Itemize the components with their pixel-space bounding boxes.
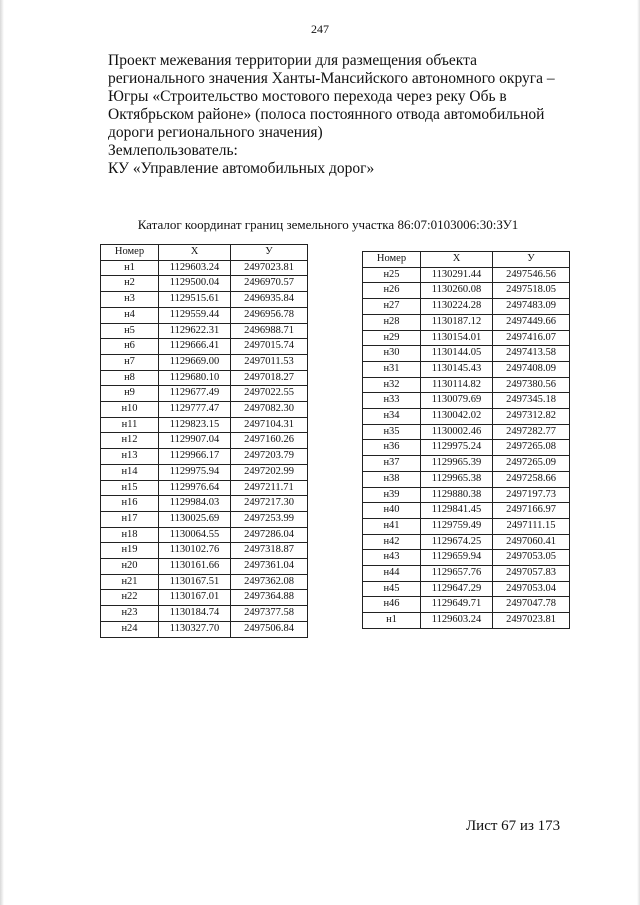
table-row — [101, 276, 308, 292]
x-coordinate-cell: 1130187.12 — [421, 314, 493, 330]
x-coordinate-cell: 1129603.24 — [421, 613, 493, 629]
x-coordinate-cell: 1129823.15 — [159, 417, 231, 433]
y-coordinate-cell: 2496956.78 — [231, 307, 308, 323]
table-row — [101, 339, 308, 355]
y-coordinate-cell: 2497483.09 — [493, 299, 570, 315]
column-header-number: Номер — [101, 245, 159, 261]
y-coordinate-cell: 2497318.87 — [231, 543, 308, 559]
table-header-row — [101, 245, 308, 261]
table-row — [101, 417, 308, 433]
y-coordinate-cell: 2497060.41 — [493, 534, 570, 550]
table-row — [101, 402, 308, 418]
point-number-cell: н10 — [101, 402, 159, 418]
y-coordinate-cell: 2497413.58 — [493, 346, 570, 362]
x-coordinate-cell: 1129622.31 — [159, 323, 231, 339]
y-coordinate-cell: 2496935.84 — [231, 292, 308, 308]
point-number-cell: н23 — [101, 606, 159, 622]
x-coordinate-cell: 1130327.70 — [159, 621, 231, 637]
point-number-cell: н36 — [363, 440, 421, 456]
point-number-cell: н13 — [101, 449, 159, 465]
y-coordinate-cell: 2497023.81 — [493, 613, 570, 629]
table-row — [101, 260, 308, 276]
y-coordinate-cell: 2496988.71 — [231, 323, 308, 339]
point-number-cell: н41 — [363, 518, 421, 534]
point-number-cell: н44 — [363, 566, 421, 582]
x-coordinate-cell: 1129669.00 — [159, 354, 231, 370]
x-coordinate-cell: 1130154.01 — [421, 330, 493, 346]
table-row — [363, 440, 570, 456]
point-number-cell: н21 — [101, 574, 159, 590]
point-number-cell: н7 — [101, 354, 159, 370]
table-row — [101, 354, 308, 370]
x-coordinate-cell: 1130079.69 — [421, 393, 493, 409]
y-coordinate-cell: 2497022.55 — [231, 386, 308, 402]
table-row — [101, 574, 308, 590]
point-number-cell: н19 — [101, 543, 159, 559]
table-row — [101, 307, 308, 323]
point-number-cell: н18 — [101, 527, 159, 543]
table-row — [101, 449, 308, 465]
heading-line: КУ «Управление автомобильных дорог» — [108, 160, 375, 177]
table-row — [101, 370, 308, 386]
x-coordinate-cell: 1130145.43 — [421, 361, 493, 377]
y-coordinate-cell: 2497286.04 — [231, 527, 308, 543]
point-number-cell: н33 — [363, 393, 421, 409]
x-coordinate-cell: 1129984.03 — [159, 496, 231, 512]
y-coordinate-cell: 2497380.56 — [493, 377, 570, 393]
x-coordinate-cell: 1130184.74 — [159, 606, 231, 622]
y-coordinate-cell: 2497258.66 — [493, 471, 570, 487]
y-coordinate-cell: 2497057.83 — [493, 566, 570, 582]
point-number-cell: н29 — [363, 330, 421, 346]
point-number-cell: н46 — [363, 597, 421, 613]
x-coordinate-cell: 1129659.94 — [421, 550, 493, 566]
point-number-cell: н22 — [101, 590, 159, 606]
heading-line: Югры «Строительство мостового перехода через реку Обь в — [108, 88, 507, 105]
y-coordinate-cell: 2497211.71 — [231, 480, 308, 496]
table-row — [363, 346, 570, 362]
column-header-y: У — [231, 245, 308, 261]
x-coordinate-cell: 1130002.46 — [421, 424, 493, 440]
table-row — [101, 292, 308, 308]
point-number-cell: н26 — [363, 283, 421, 299]
table-row — [363, 503, 570, 519]
y-coordinate-cell: 2497253.99 — [231, 511, 308, 527]
y-coordinate-cell: 2497160.26 — [231, 433, 308, 449]
heading-line: дороги регионального значения) — [108, 124, 323, 141]
x-coordinate-cell: 1130025.69 — [159, 511, 231, 527]
y-coordinate-cell: 2497104.31 — [231, 417, 308, 433]
x-coordinate-cell: 1129966.17 — [159, 449, 231, 465]
x-coordinate-cell: 1130291.44 — [421, 267, 493, 283]
point-number-cell: н28 — [363, 314, 421, 330]
table-row — [101, 511, 308, 527]
table-row — [101, 464, 308, 480]
table-row — [363, 330, 570, 346]
point-number-cell: н20 — [101, 559, 159, 575]
x-coordinate-cell: 1129559.44 — [159, 307, 231, 323]
table-row — [363, 550, 570, 566]
y-coordinate-cell: 2497345.18 — [493, 393, 570, 409]
x-coordinate-cell: 1129907.04 — [159, 433, 231, 449]
table-row — [101, 543, 308, 559]
point-number-cell: н12 — [101, 433, 159, 449]
point-number-cell: н1 — [101, 260, 159, 276]
y-coordinate-cell: 2496970.57 — [231, 276, 308, 292]
x-coordinate-cell: 1130161.66 — [159, 559, 231, 575]
table-row — [363, 566, 570, 582]
x-coordinate-cell: 1129976.64 — [159, 480, 231, 496]
y-coordinate-cell: 2497217.30 — [231, 496, 308, 512]
table-row — [363, 518, 570, 534]
table-row — [101, 606, 308, 622]
y-coordinate-cell: 2497361.04 — [231, 559, 308, 575]
point-number-cell: н39 — [363, 487, 421, 503]
table-row — [363, 361, 570, 377]
y-coordinate-cell: 2497377.58 — [231, 606, 308, 622]
x-coordinate-cell: 1129841.45 — [421, 503, 493, 519]
point-number-cell: н8 — [101, 370, 159, 386]
x-coordinate-cell: 1130144.05 — [421, 346, 493, 362]
point-number-cell: н43 — [363, 550, 421, 566]
table-row — [363, 267, 570, 283]
y-coordinate-cell: 2497197.73 — [493, 487, 570, 503]
point-number-cell: н3 — [101, 292, 159, 308]
point-number-cell: н34 — [363, 409, 421, 425]
x-coordinate-cell: 1129965.38 — [421, 471, 493, 487]
column-header-x: X — [421, 252, 493, 268]
heading-line: Проект межевания территории для размещения объекта — [108, 52, 477, 69]
y-coordinate-cell: 2497011.53 — [231, 354, 308, 370]
catalog-title: Каталог координат границ земельного участка 86:07:0103006:30:ЗУ1 — [137, 217, 519, 232]
point-number-cell: н9 — [101, 386, 159, 402]
table-row — [363, 314, 570, 330]
y-coordinate-cell: 2497047.78 — [493, 597, 570, 613]
table-row — [363, 424, 570, 440]
table-row — [363, 487, 570, 503]
point-number-cell: н16 — [101, 496, 159, 512]
y-coordinate-cell: 2497282.77 — [493, 424, 570, 440]
x-coordinate-cell: 1129677.49 — [159, 386, 231, 402]
point-number-cell: н2 — [101, 276, 159, 292]
point-number-cell: н27 — [363, 299, 421, 315]
table-row — [101, 527, 308, 543]
table-row — [363, 377, 570, 393]
sheet-counter: Лист 67 из 173 — [466, 818, 561, 834]
coordinates-table-left — [100, 244, 308, 638]
point-number-cell: н24 — [101, 621, 159, 637]
column-header-number: Номер — [363, 252, 421, 268]
y-coordinate-cell: 2497362.08 — [231, 574, 308, 590]
column-header-y: У — [493, 252, 570, 268]
point-number-cell: н32 — [363, 377, 421, 393]
heading-line: регионального значения Ханты-Мансийского автономного округа – — [108, 70, 555, 87]
y-coordinate-cell: 2497546.56 — [493, 267, 570, 283]
x-coordinate-cell: 1129649.71 — [421, 597, 493, 613]
point-number-cell: н17 — [101, 511, 159, 527]
y-coordinate-cell: 2497364.88 — [231, 590, 308, 606]
x-coordinate-cell: 1129500.04 — [159, 276, 231, 292]
y-coordinate-cell: 2497408.09 — [493, 361, 570, 377]
point-number-cell: н45 — [363, 581, 421, 597]
x-coordinate-cell: 1130114.82 — [421, 377, 493, 393]
x-coordinate-cell: 1130064.55 — [159, 527, 231, 543]
y-coordinate-cell: 2497166.97 — [493, 503, 570, 519]
y-coordinate-cell: 2497023.81 — [231, 260, 308, 276]
y-coordinate-cell: 2497312.82 — [493, 409, 570, 425]
table-header-row — [363, 252, 570, 268]
table-row — [363, 283, 570, 299]
table-row — [363, 299, 570, 315]
point-number-cell: н11 — [101, 417, 159, 433]
x-coordinate-cell: 1130102.76 — [159, 543, 231, 559]
table-row — [101, 433, 308, 449]
coordinates-table-right — [362, 251, 570, 629]
y-coordinate-cell: 2497203.79 — [231, 449, 308, 465]
point-number-cell: н5 — [101, 323, 159, 339]
x-coordinate-cell: 1130224.28 — [421, 299, 493, 315]
point-number-cell: н15 — [101, 480, 159, 496]
y-coordinate-cell: 2497053.05 — [493, 550, 570, 566]
x-coordinate-cell: 1129759.49 — [421, 518, 493, 534]
heading-line: Землепользователь: — [108, 142, 238, 159]
document-heading — [108, 52, 568, 178]
table-row — [363, 597, 570, 613]
x-coordinate-cell: 1129965.39 — [421, 456, 493, 472]
page-number: 247 — [311, 22, 329, 36]
x-coordinate-cell: 1129674.25 — [421, 534, 493, 550]
table-row — [363, 471, 570, 487]
x-coordinate-cell: 1129657.76 — [421, 566, 493, 582]
column-header-x: X — [159, 245, 231, 261]
point-number-cell: н38 — [363, 471, 421, 487]
x-coordinate-cell: 1129880.38 — [421, 487, 493, 503]
y-coordinate-cell: 2497416.07 — [493, 330, 570, 346]
y-coordinate-cell: 2497506.84 — [231, 621, 308, 637]
point-number-cell: н31 — [363, 361, 421, 377]
x-coordinate-cell: 1130167.51 — [159, 574, 231, 590]
x-coordinate-cell: 1129515.61 — [159, 292, 231, 308]
table-row — [363, 534, 570, 550]
point-number-cell: н42 — [363, 534, 421, 550]
y-coordinate-cell: 2497265.09 — [493, 456, 570, 472]
table-row — [101, 386, 308, 402]
table-row — [101, 590, 308, 606]
point-number-cell: н35 — [363, 424, 421, 440]
y-coordinate-cell: 2497449.66 — [493, 314, 570, 330]
x-coordinate-cell: 1130042.02 — [421, 409, 493, 425]
y-coordinate-cell: 2497082.30 — [231, 402, 308, 418]
x-coordinate-cell: 1129975.24 — [421, 440, 493, 456]
point-number-cell: н1 — [363, 613, 421, 629]
point-number-cell: н40 — [363, 503, 421, 519]
y-coordinate-cell: 2497111.15 — [493, 518, 570, 534]
x-coordinate-cell: 1129975.94 — [159, 464, 231, 480]
scan-edge-left — [0, 0, 4, 905]
table-row — [363, 581, 570, 597]
y-coordinate-cell: 2497518.05 — [493, 283, 570, 299]
point-number-cell: н30 — [363, 346, 421, 362]
y-coordinate-cell: 2497053.04 — [493, 581, 570, 597]
x-coordinate-cell: 1130167.01 — [159, 590, 231, 606]
x-coordinate-cell: 1129680.10 — [159, 370, 231, 386]
table-row — [101, 496, 308, 512]
point-number-cell: н25 — [363, 267, 421, 283]
table-row — [363, 456, 570, 472]
table-row — [101, 323, 308, 339]
table-row — [101, 480, 308, 496]
table-row — [101, 621, 308, 637]
table-row — [363, 393, 570, 409]
y-coordinate-cell: 2497265.08 — [493, 440, 570, 456]
table-row — [363, 409, 570, 425]
x-coordinate-cell: 1129666.41 — [159, 339, 231, 355]
heading-line: Октябрьском районе» (полоса постоянного отвода автомобильной — [108, 106, 545, 123]
x-coordinate-cell: 1129777.47 — [159, 402, 231, 418]
y-coordinate-cell: 2497018.27 — [231, 370, 308, 386]
x-coordinate-cell: 1129603.24 — [159, 260, 231, 276]
y-coordinate-cell: 2497202.99 — [231, 464, 308, 480]
point-number-cell: н14 — [101, 464, 159, 480]
table-row — [363, 613, 570, 629]
x-coordinate-cell: 1130260.08 — [421, 283, 493, 299]
x-coordinate-cell: 1129647.29 — [421, 581, 493, 597]
point-number-cell: н6 — [101, 339, 159, 355]
point-number-cell: н4 — [101, 307, 159, 323]
y-coordinate-cell: 2497015.74 — [231, 339, 308, 355]
point-number-cell: н37 — [363, 456, 421, 472]
table-row — [101, 559, 308, 575]
